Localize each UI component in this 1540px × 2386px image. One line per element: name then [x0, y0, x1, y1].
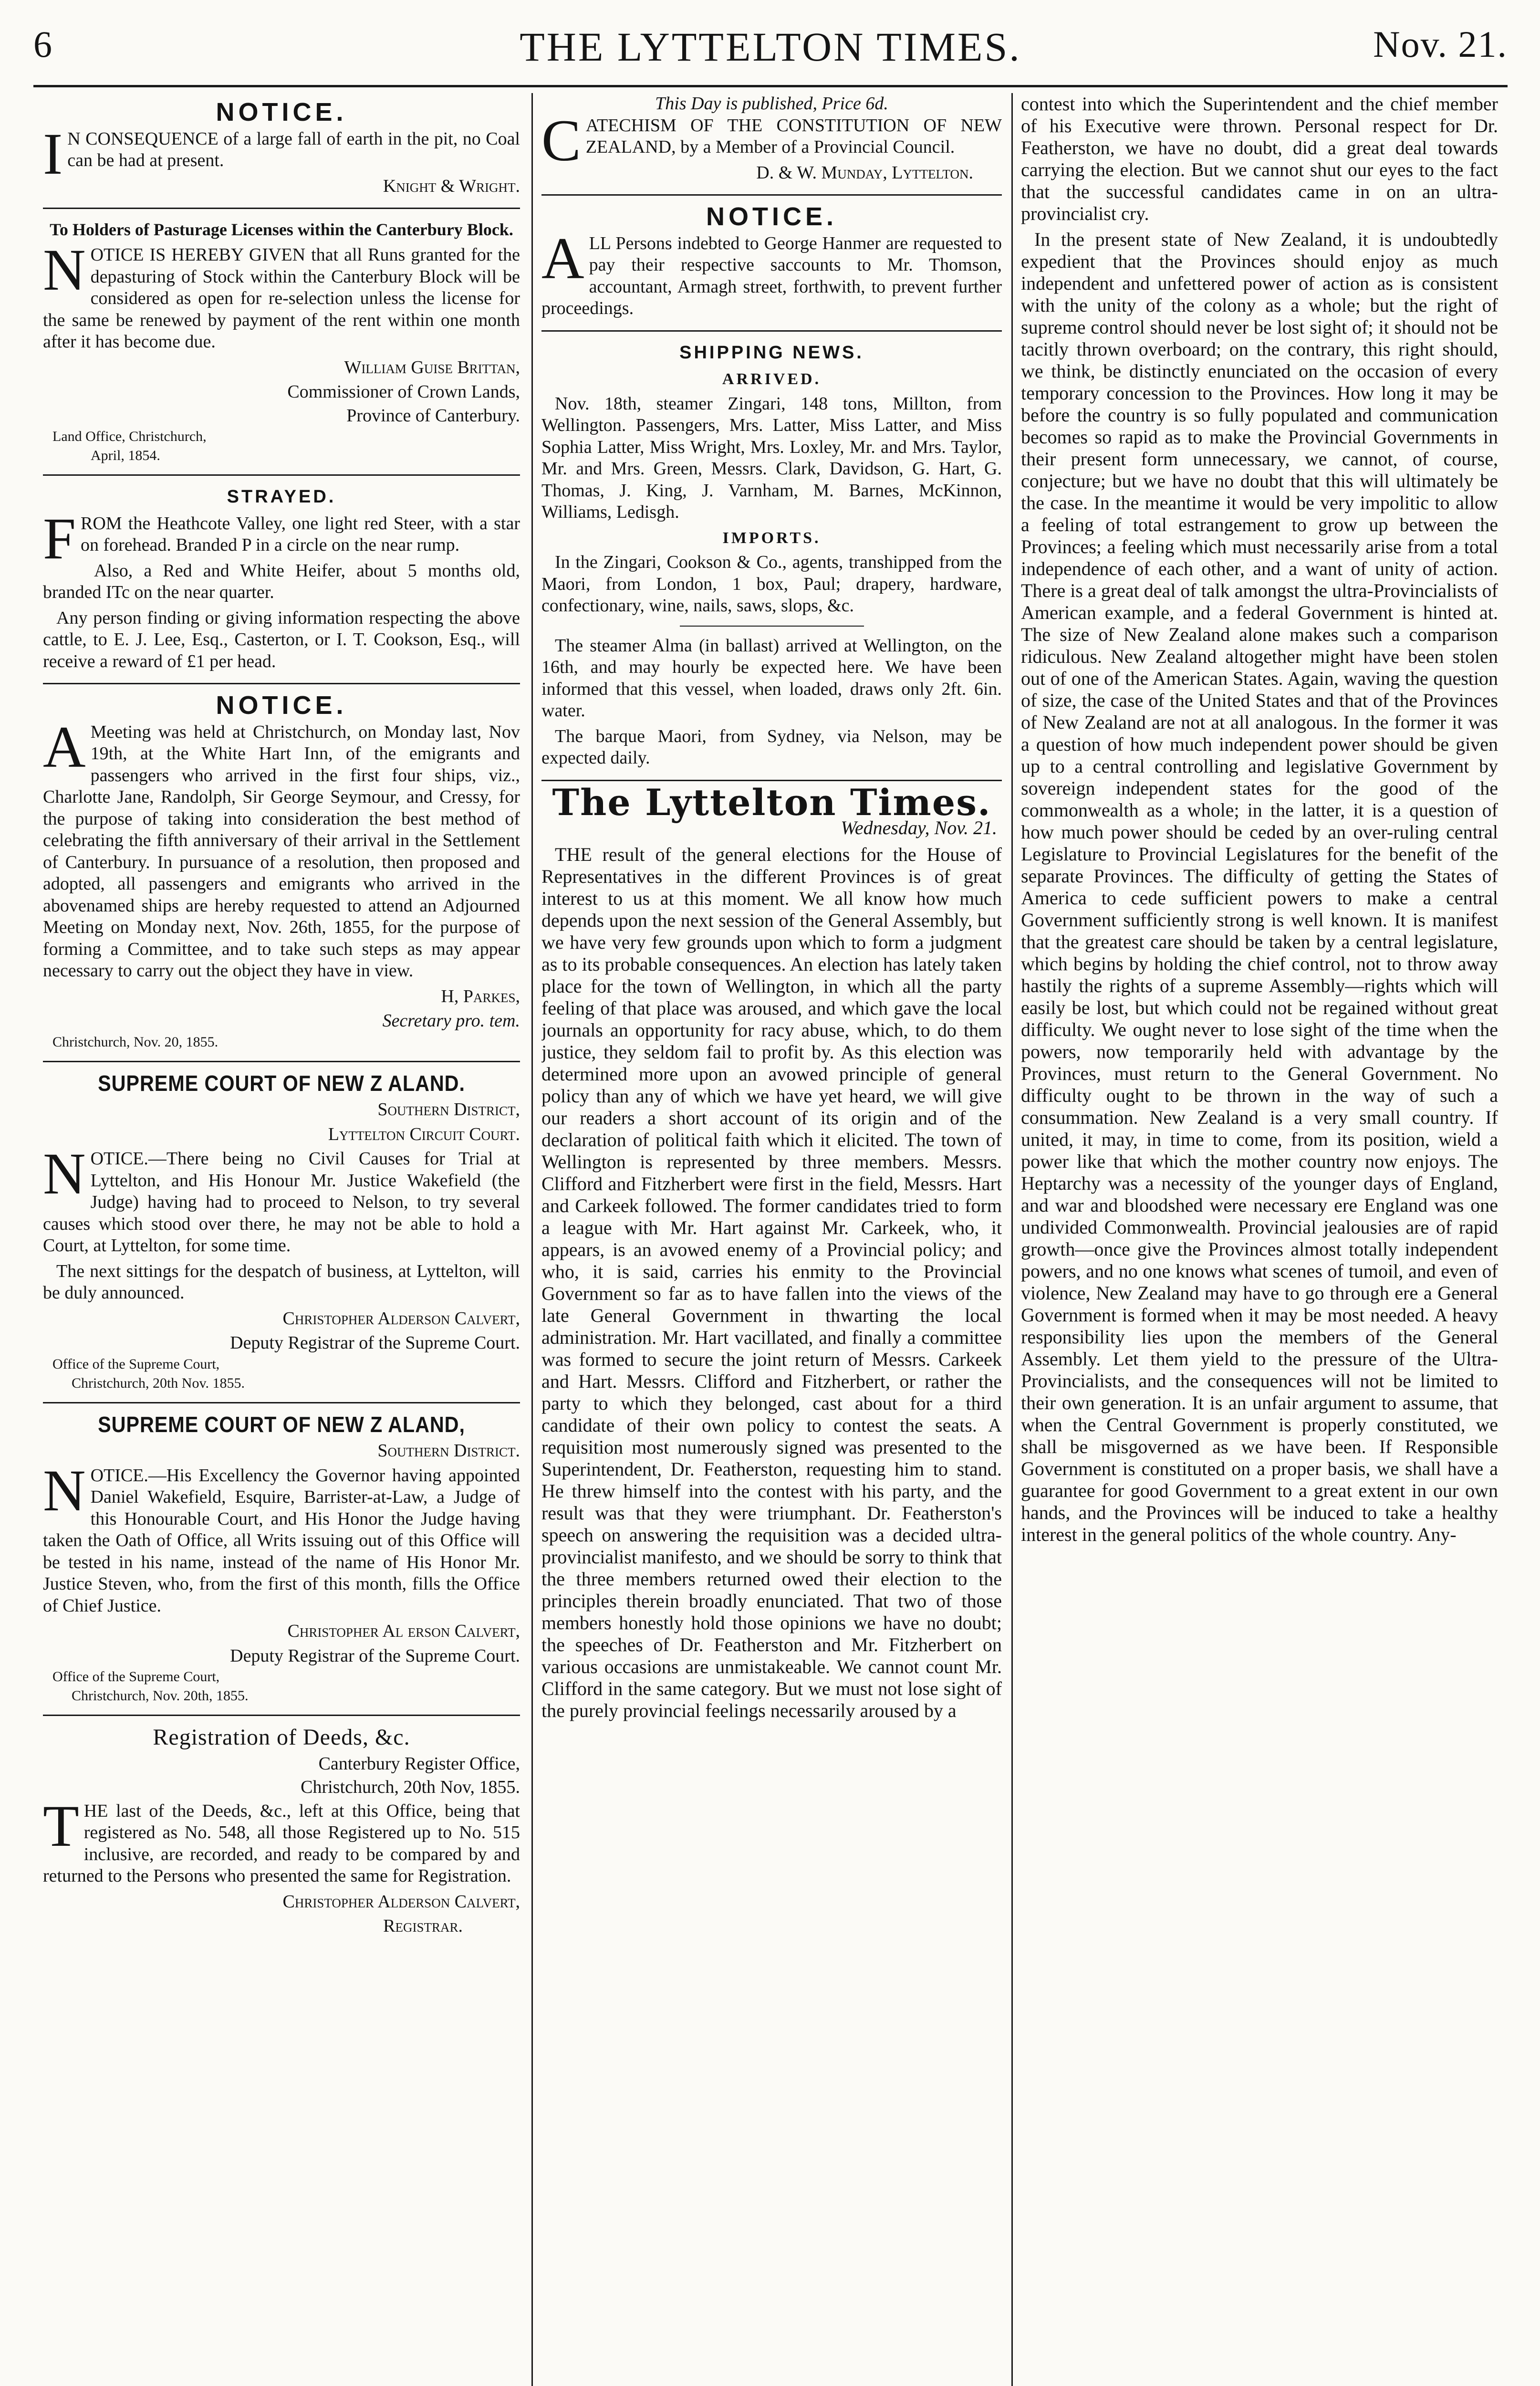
separator [43, 208, 520, 209]
editorial-continued-p1: contest into which the Superintendent and the chief member of his Executive were thrown. Personal respect for Dr. Featherston, we have no doubt, did a great deal towards carrying the election. But we cannot shut our eyes to the fact that the successful candidates came in on an ultra-provincialist cry. [1021, 93, 1498, 224]
arrived-heading: ARRIVED. [722, 370, 822, 388]
editorial-continued-p2: In the present state of New Zealand, it is undoubtedly expedient that the Provinces should enjoy as much independent and unfettered power of action as is consistent with the unity of the colony as a whole; but the right of supreme control should never be lost sight of; it should not be tacitly thrown overboard; on the contrary, this right should, we think, be distinctly enunciated on the occasion of every temporary concession to the Provinces. How long it may be before the country is so fully populated and communication becomes so rapid as to make the Provincial Governments in their present form unnecessary, we cannot, of course, conjecture; but we have no doubt that this will ultimately be the case. In the meantime it would be very impolitic to allow a feeling of total estrangement to grow up between the Provinces; a feeling which must necessarily arise from a total independence of each other, and a want of unity of action. There is a great deal of talk amongst the ultra-Provincialists of American example, and a federal Government is hinted at. The size of New Zealand alone makes such a comparison ridiculous. New Zealand altogether might have been stolen out of one of the American States. Again, waving the question of size, the case of the United States and that of the Provinces of New Zealand are not at all analogous. In the former it was a question of how much independent power should be given up to a central controlling and legislative Government by sovereign independent states for the good of the commonwealth as a whole; in the latter, it is a question of how much power should be ceded by an over-ruling central Legislature to Provincial Legislatures for the benefit of the separate Provinces. The difficulty of getting the States of America to cede sufficient powers to make a central Government sufficiently strong is well known. It is manifest that the greatest care should be taken by a central legislature, which begins by holding the chief control, not to throw away hastily the rights of a supreme Assembly—rights which will easily be lost, but which could not be regained without great difficulty. We ought never to lose sight of the time when the powers, now temporarily held with advantage by the Provinces, must return to the General Government. No difficulty ought to be thrown in the way of such a consummation. New Zealand is a very small country. If united, it may, in time to come, from its position, wield a power like that which the mother country now enjoys. The Heptarchy was a necessity of the younger days of England, and war and bloodshed were necessary ere England was one undivided Commonwealth. Provincial jealousies are of rapid growth—once give the Provinces almost totally independent powers, and no one knows what scenes of tumoil, and even of violence, New Zealand may have to go through ere a General Government is formed when it may be most needed. A heavy responsibility lies upon the members of the General Assembly. Let them yield to the pressure of the Ultra-Provincialists, and the consequences will not be limited to their own generation. It is an unfair argument to assume, that when the Central Government is properly constituted, we shall be misgoverned as we have been. If Responsible Government is constituted on a proper basis, we shall have a guarantee for good Government to a great extent in our own hands, and the Provinces will be induced to take a healthy interest in the general politics of the whole country. Any- [1021, 229, 1498, 1545]
court2-heading: SUPREME COURT OF NEW Z ALAND, [98, 1412, 465, 1437]
masthead [33, 14, 1508, 81]
debts-text: ALL Persons indebted to George Hanmer are requested to pay their respective saccounts to Mr. Thomson, accountant, Armagh street, forthwith, to prevent further proceedings. [541, 225, 1002, 318]
court2-sig-title: Deputy Registrar of the Supreme Court. [230, 1645, 520, 1666]
pasturage-office: Land Office, Christchurch, [52, 429, 207, 444]
issue-date: Nov. 21. [1373, 23, 1508, 65]
imports-heading: IMPORTS. [722, 529, 821, 547]
newspaper-title: THE LYTTELTON TIMES. [520, 24, 1021, 70]
pasturage-sig-title2: Province of Canterbury. [346, 405, 520, 426]
imports-text: In the Zingari, Cookson & Co., agents, transhipped from the Maori, from London, 1 box, Paul; drapery, hardware, confectionary, wine, nails, saws, slops, &c. [541, 552, 1002, 616]
meeting-sig-name: H, Parkes, [441, 986, 520, 1006]
court1-sig-name: Christopher Alderson Calvert, [282, 1308, 520, 1329]
arrived-text: Nov. 18th, steamer Zingari, 148 tons, Millton, from Wellington. Passengers, Mrs. Latter, Miss Latter, and Miss Sophia Latter, Miss Wright, Mrs. Loxley, Mr. and Mrs. Taylor, Mr. and Mrs. Green, Messrs. Clark, Davidson, G. Hart, G. Thomas, J. King, J. Varnham, M. Barnes, McKinnon, Williams, Ledisgh. [541, 393, 1002, 522]
notice-debts [541, 202, 1002, 320]
separator [43, 1402, 520, 1403]
notice-coal [43, 98, 520, 197]
shipping-heading: SHIPPING NEWS. [679, 342, 864, 363]
court2-office: Office of the Supreme Court, [52, 1669, 220, 1685]
separator [43, 1061, 520, 1062]
court1-p1: NOTICE.—There being no Civil Causes for Trial at Lyttelton, and His Honour Mr. Justice Wakefield (the Judge) having had to proceed to Nelson, to try several causes which stood over there, he may not be able to hold a Court, at Lyttelton, for some time. [43, 1141, 520, 1256]
alma-text: The steamer Alma (in ballast) arrived at Wellington, on the 16th, and may hourly be expected here. We have been informed that this vessel, when loaded, draws only 2ft. 6in. water. [541, 635, 1002, 721]
court1-circuit: Lyttelton Circuit Court. [328, 1124, 520, 1144]
debts-heading: NOTICE. [706, 202, 837, 231]
editorial [541, 781, 1002, 1722]
court1-p2: The next sittings for the despatch of business, at Lyttelton, will be duly announced. [43, 1261, 520, 1303]
catechism-signature: D. & W. Munday, Lyttelton. [756, 162, 973, 183]
separator [43, 474, 520, 476]
notice-pasturage [43, 220, 520, 464]
notice-court-2 [43, 1414, 520, 1705]
column-rule-1 [531, 93, 533, 2386]
editorial-text: THE result of the general elections for the House of Representatives in the different Provinces is of great interest to us at this moment. We all know how much depends upon the next session of the General Assembly, but we have very few grounds upon which to form a judgment as to its probable consequences. An election has lately taken place for the town of Wellington, in which all the party feeling of that place was aroused, and which gave the local journals an opportunity for racy abuse, which, to do them justice, they seldom fail to profit by. As this election was determined more upon an avowed principle of general policy than any of which we have yet heard, we will give our readers a short account of its origin and of the declaration of political faith which it elicited. The town of Wellington is represented by three members. Messrs. Clifford and Fitzherbert were first in the field, Messrs. Hart and Carkeek followed. The former candidates tried to form a league with Mr. Hart against Mr. Carkeek, who, it appears, is an avowed enemy of a Provincial policy; and who, it is said, carries his enmity to the Provincial Government so far as to have fallen into the views of the late General Government in thwarting the local administration. Mr. Hart vacillated, and finally a committee was formed to secure the joint return of Messrs. Carkeek and Hart. Messrs. Clifford and Fitzherbert, or rather the party to which they belonged, cast about for a third candidate of their own policy to contest the seats. A requisition most numerously signed was presented to the Superintendent, Dr. Featherston, requesting him to stand. He threw himself into the contest with his party, and the result was that they were triumphant. Dr. Featherston's speech on answering the requisition was a decided ultra-provincialist manifesto, and we should be sorry to think that the three members returned owed their election to the principles therein broadly enunciated. That two of those members honestly hold those opinions we have no doubt; the speeches of Dr. Featherston and Mr. Fitzherbert on various occasions are unmistakeable. We cannot count Mr. Clifford in the same category. But we must not lose sight of the purely provincial feelings necessarily aroused by a [541, 843, 1002, 1721]
pasturage-sig-title1: Commissioner of Crown Lands, [287, 382, 520, 402]
column-3 [1021, 93, 1498, 2386]
strayed-p3: Any person finding or giving information respecting the above cattle, to E. J. Lee, Esq., Casterton, or I. T. Cookson, Esq., will receive a reward of £1 per head. [43, 607, 520, 671]
court2-text: NOTICE.—His Excellency the Governor having appointed Daniel Wakefield, Esquire, Barrister-at-Law, a Judge of this Honourable Court, and His Honor the Judge having taken the Oath of Office, all Writs issuing out of this Office will be tested in his name, instead of the name of His Honor Mr. Justice Steven, who, from the first of this month, fills the Office of Chief Justice. [43, 1457, 520, 1616]
notice-heading: NOTICE. [216, 98, 347, 126]
court2-sig-name: Christopher Al erson Calvert, [287, 1621, 520, 1641]
court1-office: Office of the Supreme Court, [52, 1356, 220, 1372]
pasturage-sig-name: William Guise Brittan, [344, 357, 520, 377]
meeting-date: Christchurch, Nov. 20, 1855. [52, 1034, 219, 1050]
column-rule-2 [1011, 93, 1013, 2386]
meeting-text: AMeeting was held at Christchurch, on Monday last, Nov 19th, at the White Hart Inn, of the emigrants and passengers who arrived in the first four ships, viz., Charlotte Jane, Randolph, Sir George Seymour, and Cressy, for the purpose of taking into consideration the best method of celebrating the fifth anniversary of their arrival in the Settlement of Canterbury. In pursuance of a resolution, then proposed and adopted, all passengers and emigrants who arrived in the abovenamed ships are hereby requested to attend an Adjourned Meeting on Monday next, Nov. 26th, 1855, for the purpose of forming a Committee, and to take such steps as may appear necessary to carry out the object they have in view. [43, 714, 520, 981]
editorial-title: The Lyttelton Times. [552, 781, 991, 824]
meeting-heading: NOTICE. [216, 691, 347, 720]
strayed-p2: Also, a Red and White Heifer, about 5 months old, branded ITc on the near quarter. [43, 560, 520, 602]
page-number: 6 [33, 23, 52, 65]
pasturage-heading: To Holders of Pasturage Licenses within the Canterbury Block. [50, 220, 513, 239]
separator [43, 1715, 520, 1716]
deeds-office: Canterbury Register Office, [318, 1753, 520, 1774]
separator [43, 683, 520, 684]
pasturage-office-date: April, 1854. [91, 448, 160, 463]
court1-heading: SUPREME COURT OF NEW Z ALAND. [98, 1070, 465, 1096]
notice-signature: Knight & Wright. [383, 176, 520, 196]
court2-district: Southern District. [377, 1441, 520, 1461]
strayed-heading: STRAYED. [227, 487, 336, 507]
notice-strayed [43, 486, 520, 672]
deeds-sig-title: Registrar. [383, 1916, 463, 1936]
notice-text: IN CONSEQUENCE of a large fall of earth in the pit, no Coal can be had at present. [43, 121, 520, 187]
deeds-office-date: Christchurch, 20th Nov, 1855. [301, 1777, 520, 1797]
editorial-dateline: Wednesday, Nov. 21. [841, 817, 997, 838]
notice-meeting [43, 691, 520, 1050]
notice-court-1 [43, 1070, 520, 1392]
column-2 [541, 93, 1002, 2386]
masthead-rule [33, 85, 1508, 87]
court2-office-date: Christchurch, Nov. 20th, 1855. [72, 1688, 249, 1704]
separator [541, 330, 1002, 332]
court1-sig-title: Deputy Registrar of the Supreme Court. [230, 1333, 520, 1353]
column-1 [43, 93, 520, 2386]
notice-deeds [43, 1727, 520, 1937]
notice-catechism [541, 93, 1002, 184]
court1-office-date: Christchurch, 20th Nov. 1855. [72, 1375, 245, 1391]
deeds-text: THE last of the Deeds, &c., left at this Office, being that registered as No. 548, all those Registered up to No. 515 inclusive, are recorded, and ready to be compared by and returned to the Persons who presented the same for Registration. [43, 1793, 520, 1886]
separator [541, 194, 1002, 196]
catechism-intro: This Day is published, Price 6d. [655, 94, 888, 114]
shipping-news [541, 342, 1002, 769]
maori-text: The barque Maori, from Sydney, via Nelson, may be expected daily. [541, 726, 1002, 768]
deeds-sig-name: Christopher Alderson Calvert, [282, 1891, 520, 1912]
court1-district: Southern District, [377, 1099, 520, 1120]
strayed-p1: FROM the Heathcote Valley, one light red Steer, with a star on forehead. Branded P in a circle on the near rump. [43, 505, 520, 571]
pasturage-text: NOTICE IS HEREBY GIVEN that all Runs granted for the depasturing of Stock within the Canterbury Block will be considered as open for re-selection unless the license for the same be renewed by payment of the rent within one month after it has become due. [43, 237, 520, 352]
deeds-heading: Registration of Deeds, &c. [153, 1725, 410, 1750]
short-separator [680, 626, 864, 627]
meeting-sig-title: Secretary pro. tem. [382, 1011, 520, 1031]
catechism-text: CATECHISM OF THE CONSTITUTION OF NEW ZEALAND, by a Member of a Provincial Council. [541, 107, 1002, 173]
